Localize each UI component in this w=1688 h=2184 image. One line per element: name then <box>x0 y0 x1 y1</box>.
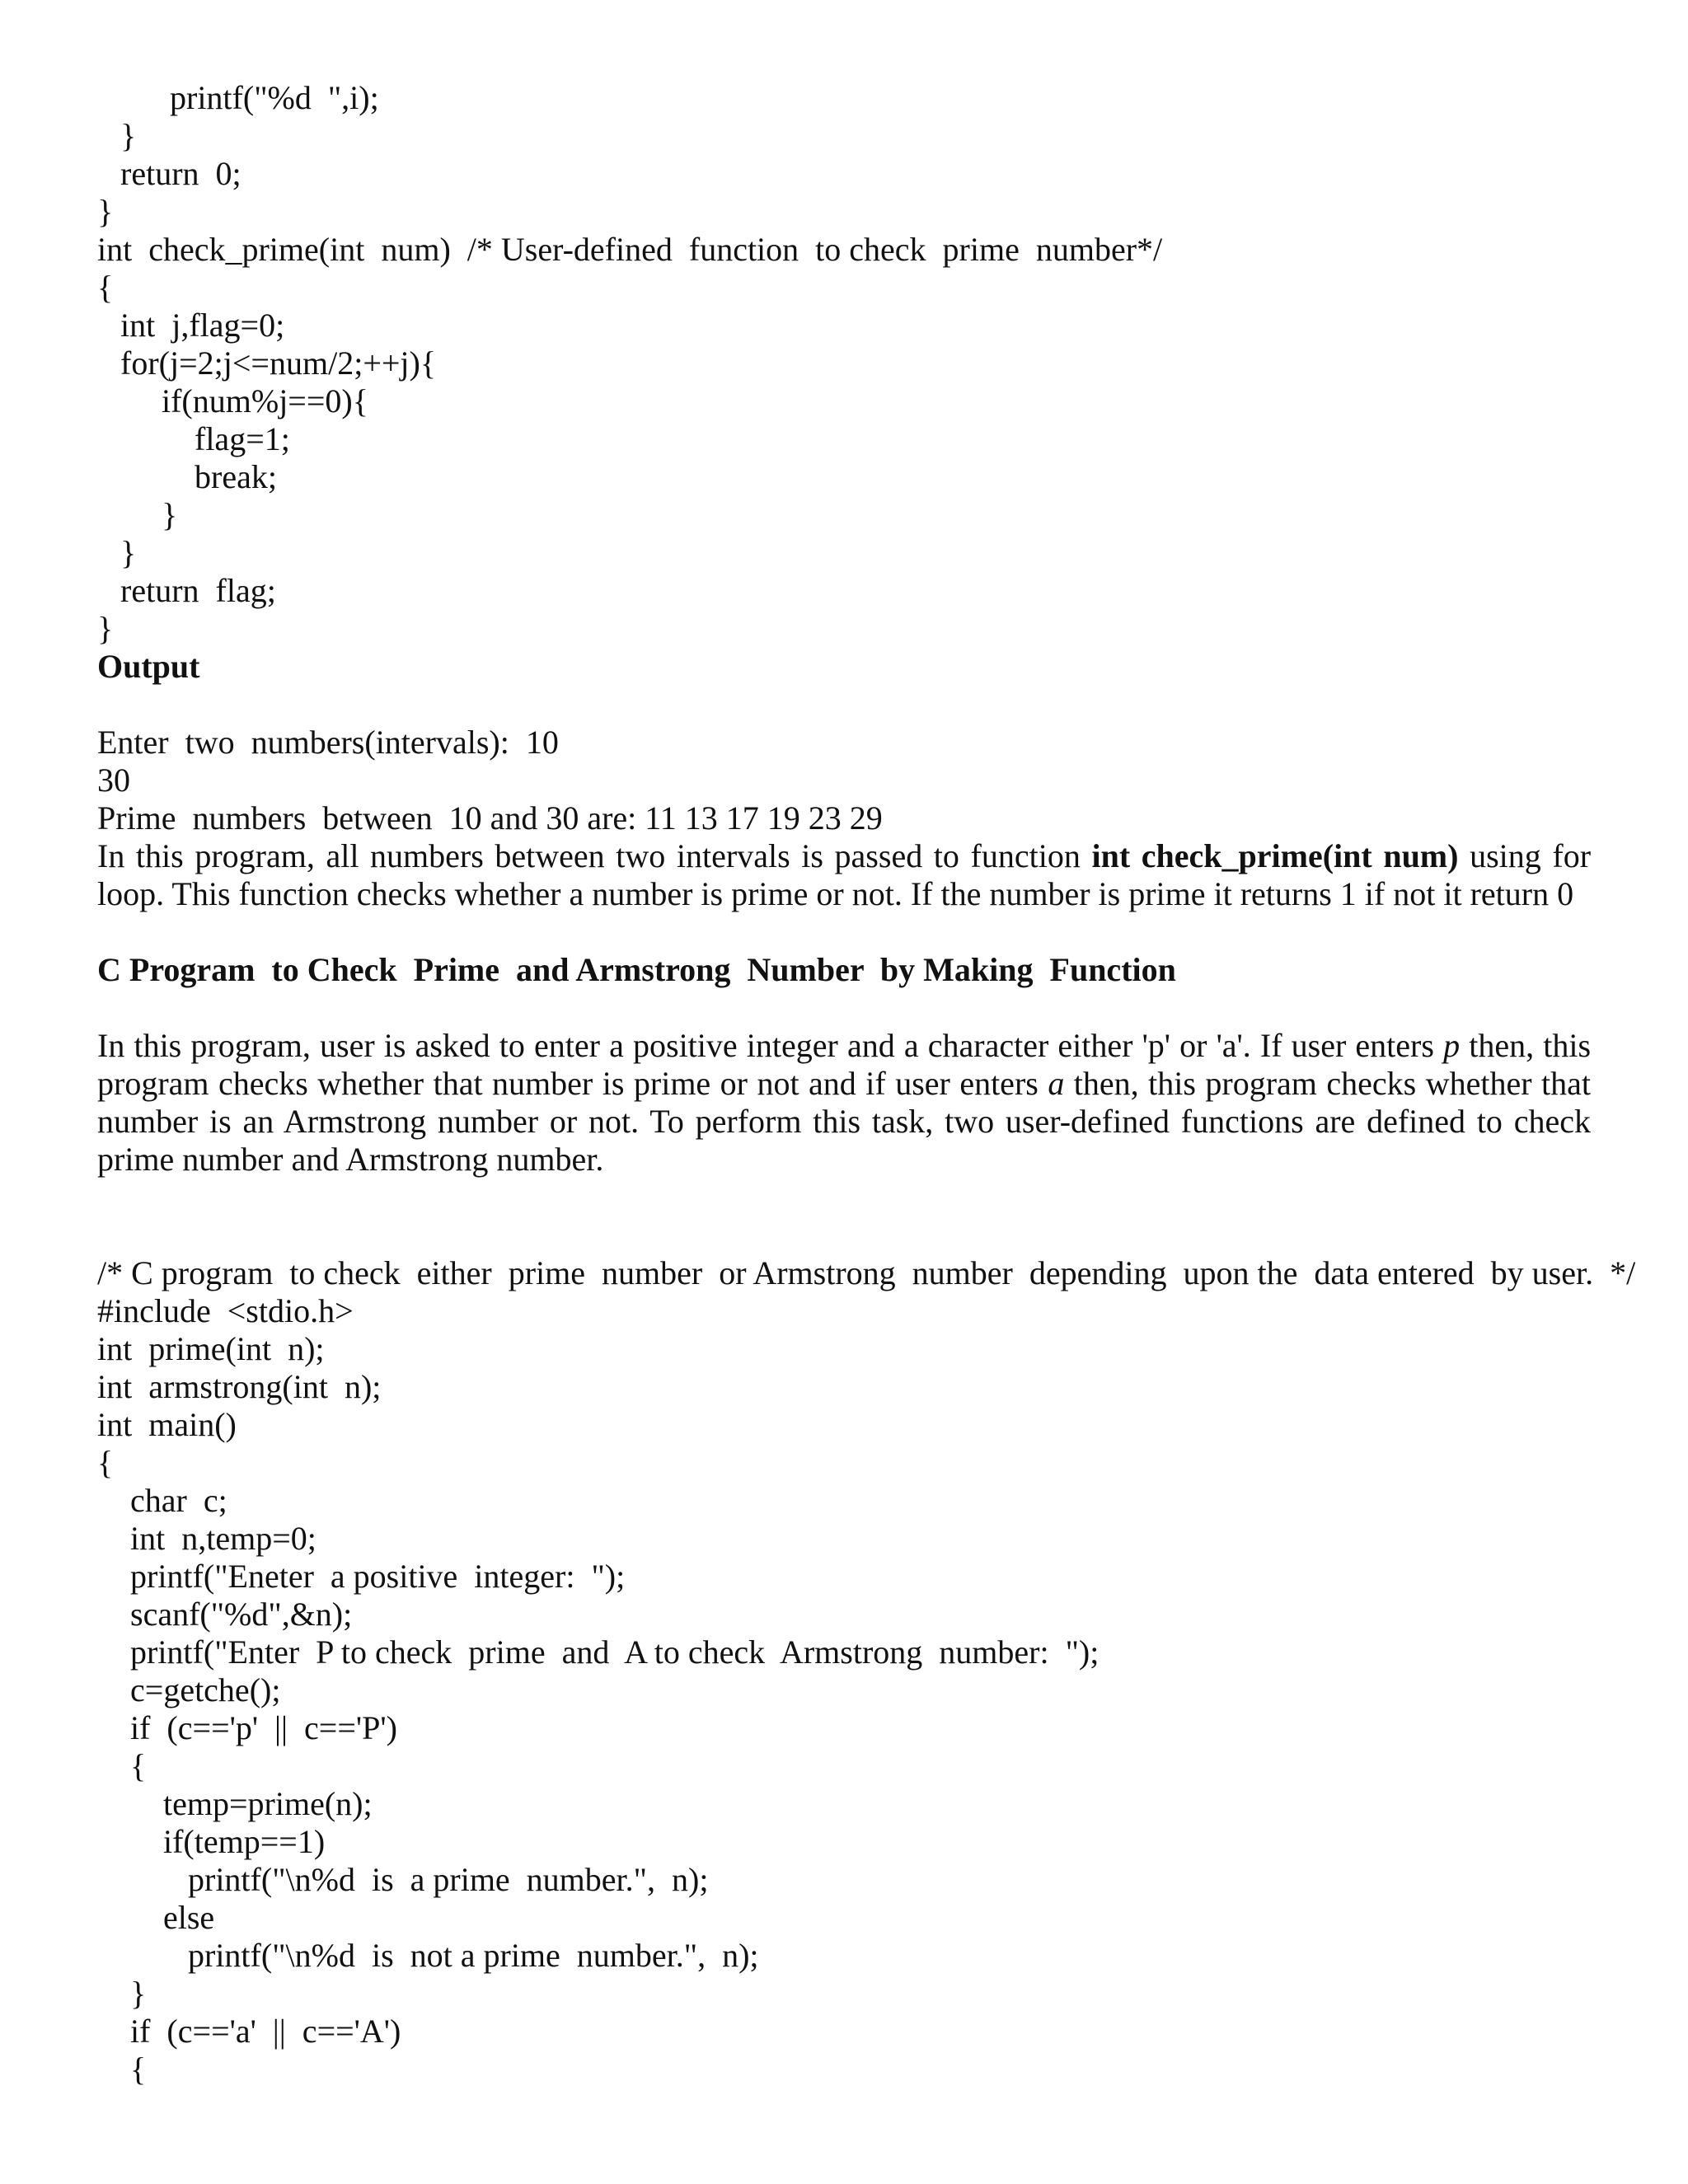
code-line: { <box>130 1747 147 1784</box>
intro-variable: p <box>1443 1027 1461 1064</box>
code-line: int prime(int n); <box>97 1330 325 1367</box>
code-line: printf("%d ",i); <box>170 79 379 116</box>
intro-line-4: prime number and Armstrong number. <box>97 1141 604 1178</box>
code-line: flag=1; <box>195 420 290 457</box>
code-line: char c; <box>130 1482 227 1519</box>
code-line: } <box>130 1975 147 2012</box>
code-line: #include <stdio.h> <box>97 1292 354 1329</box>
function-signature: int check_prime(int num) <box>1091 837 1459 874</box>
code-line: temp=prime(n); <box>163 1785 373 1822</box>
code-line: int check_prime(int num) /* User-defined function to check prime number*/ <box>97 231 1163 268</box>
intro-text: then, this program checks whether that <box>1073 1065 1591 1102</box>
code-line: if (c=='p' || c=='P') <box>130 1709 397 1746</box>
output-line: Prime numbers between 10 and 30 are: 11 13 17 19 23 29 <box>97 799 883 837</box>
code-line: /* C program to check either prime number or Armstrong number depending upon the data entered by user. */ <box>97 1254 1636 1291</box>
code-line: int j,flag=0; <box>120 307 285 344</box>
code-line: break; <box>195 458 277 495</box>
code-line: } <box>120 534 137 571</box>
code-line: { <box>130 2050 147 2088</box>
code-line: printf("\n%d is not a prime number.", n); <box>188 1937 759 1974</box>
output-heading: Output <box>97 648 200 685</box>
code-line: printf("Enter P to check prime and A to check Armstrong number: "); <box>130 1633 1100 1671</box>
code-line: int armstrong(int n); <box>97 1368 382 1405</box>
intro-paragraph <box>97 1027 1591 1179</box>
code-line: } <box>120 117 137 154</box>
intro-line-3: number is an Armstrong number or not. To perform this task, two user-defined functions are defined to check <box>97 1103 1591 1140</box>
explanation-line-2: loop. This function checks whether a number is prime or not. If the number is prime it returns 1 if not it return 0 <box>97 875 1574 912</box>
intro-line-2 <box>97 1065 1591 1103</box>
code-line: return 0; <box>120 155 241 192</box>
code-line: int main() <box>97 1406 237 1443</box>
code-line: else <box>163 1899 215 1936</box>
code-line: if (c=='a' || c=='A') <box>130 2013 401 2050</box>
code-line: scanf("%d",&n); <box>130 1596 353 1633</box>
intro-text: then, this <box>1469 1027 1592 1064</box>
code-line: { <box>97 269 114 306</box>
code-line: } <box>97 193 114 230</box>
explanation-paragraph <box>97 837 1591 913</box>
code-line: return flag; <box>120 572 276 609</box>
code-line: printf("Eneter a positive integer: "); <box>130 1558 626 1595</box>
output-line: 30 <box>97 762 130 799</box>
code-line: for(j=2;j<=num/2;++j){ <box>120 344 437 382</box>
explanation-text: In this program, all numbers between two intervals is passed to function <box>97 837 1081 874</box>
explanation-text: using for <box>1470 837 1592 874</box>
intro-line-1 <box>97 1027 1591 1065</box>
code-line: if(temp==1) <box>163 1823 326 1860</box>
section-heading: C Program to Check Prime and Armstrong Number by Making Function <box>97 951 1176 988</box>
intro-variable: a <box>1048 1065 1065 1102</box>
explanation-line-1 <box>97 837 1591 875</box>
code-line: int n,temp=0; <box>130 1520 316 1557</box>
output-line: Enter two numbers(intervals): 10 <box>97 724 559 761</box>
code-line: if(num%j==0){ <box>162 382 368 419</box>
code-line: c=getche(); <box>130 1671 281 1708</box>
code-line: } <box>97 610 114 647</box>
code-line: printf("\n%d is a prime number.", n); <box>188 1861 709 1898</box>
intro-text: program checks whether that number is prime or not and if user enters <box>97 1065 1039 1102</box>
intro-text: In this program, user is asked to enter a positive integer and a character either 'p' or 'a'. If user enters <box>97 1027 1434 1064</box>
code-line: } <box>162 496 178 533</box>
code-line: { <box>97 1444 114 1481</box>
